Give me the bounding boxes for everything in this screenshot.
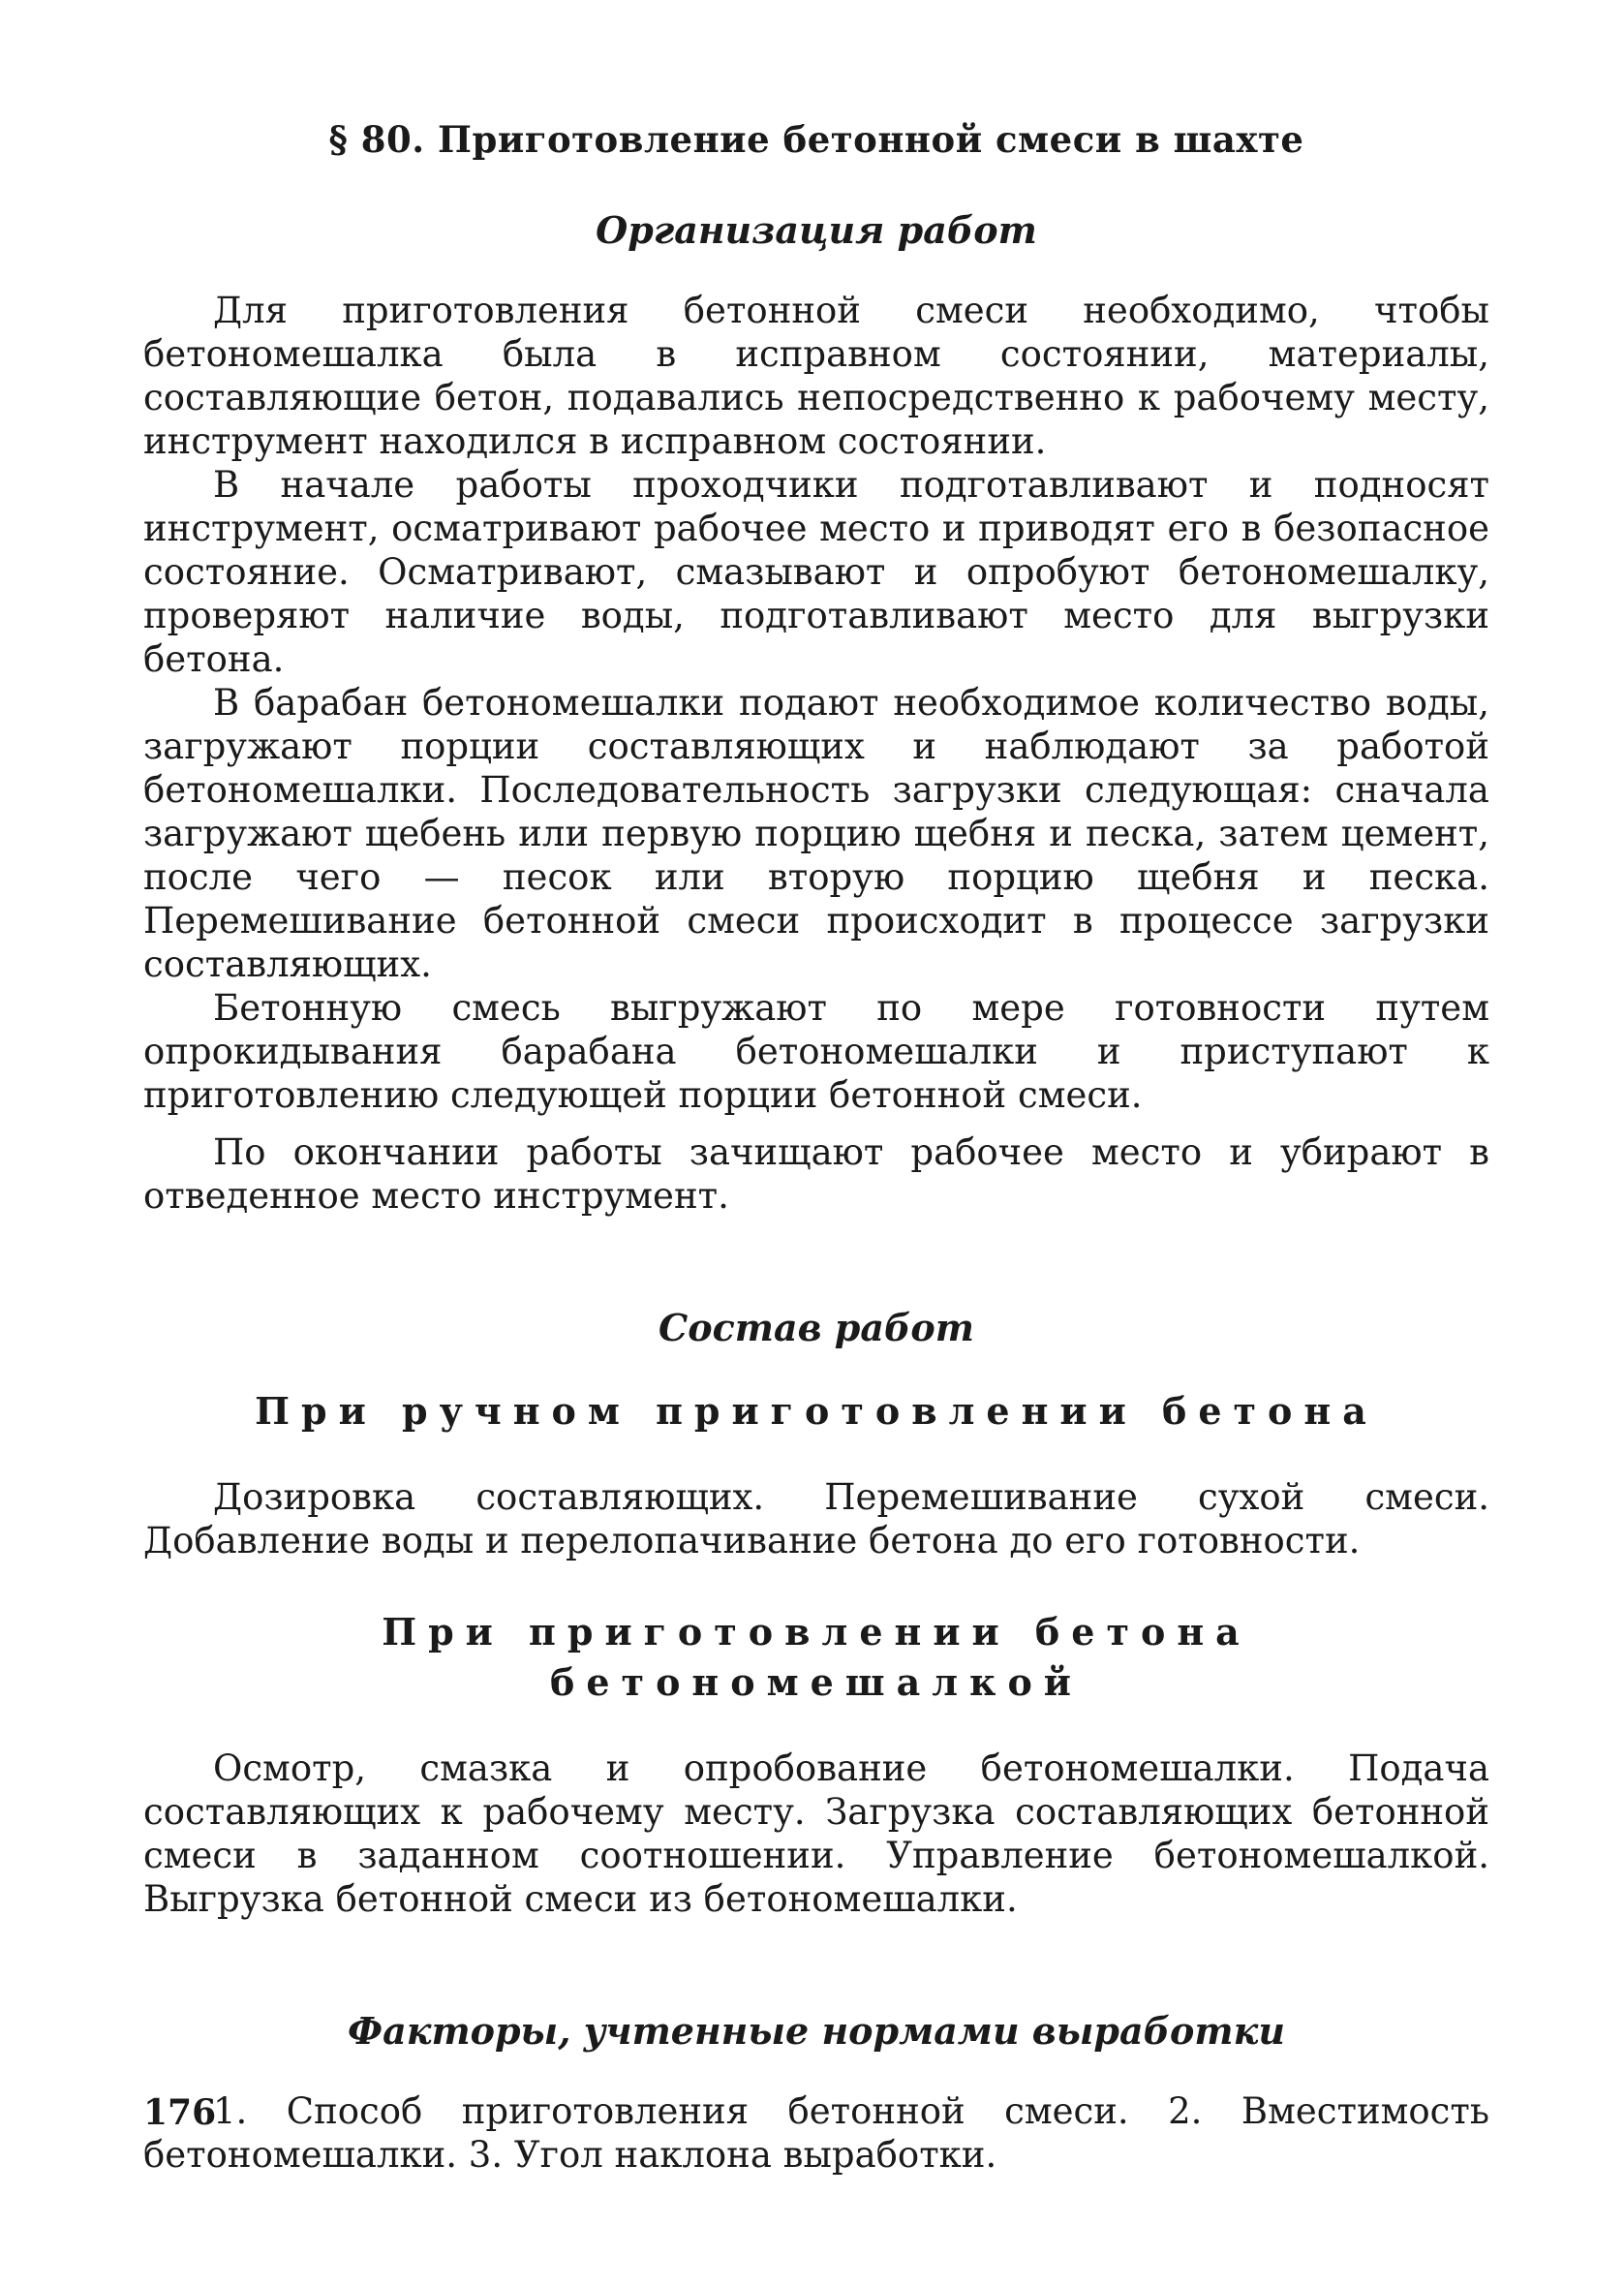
composition-heading: Состав работ [659,1306,974,1349]
organization-heading: Организация работ [596,208,1037,252]
factors-text: 1. Способ приготовления бетонной смеси. 2. Вместимость бетономешалки. 3. Угол наклона выработки. [143,2090,1489,2176]
section-title: § 80. Приготовление бетонной смеси в шахте [328,118,1304,161]
organization-paragraph: По окончании работы зачищают рабочее место и убирают в отведенное место инструмент. [143,1131,1489,1217]
mixer-prep-text: Осмотр, смазка и опробование бетономешалки. Подача составляющих к рабочему месту. Загрузка составляющих бетонной смеси в заданном соотношении. Управление бетономешалкой. Выгрузка бетонной смеси из бетономешалки. [143,1747,1489,1920]
organization-paragraph: Для приготовления бетонной смеси необходимо, чтобы бетономешалка была в исправном состоянии, материалы, составляющие бетон, подавались непосредственно к рабочему месту, инструмент находился в исправном состоянии. [143,290,1489,462]
page-number: 176 [143,2092,217,2133]
manual-prep-heading: При ручном приготовлении бетона [255,1389,1378,1433]
mixer-prep-heading: При приготовлении бетона бетономешалкой [382,1610,1251,1704]
organization-paragraph: В барабан бетономешалки подают необходимое количество воды, загружают порции составляющих и наблюдают за работой бетономешалки. Последовательность загрузки следующая: сначала загружают щебень или первую порцию щебня и песка, затем цемент, после чего — песок или вторую порцию щебня и песка. Перемешивание бетонной смеси происходит в процессе загрузки составляющих. [143,682,1489,985]
manual-prep-text: Дозировка составляющих. Перемешивание сухой смеси. Добавление воды и перелопачивание бетона до его готовности. [143,1476,1489,1561]
document-page [143,114,1489,2177]
organization-paragraph: Бетонную смесь выгружают по мере готовности путем опрокидывания барабана бетономешалки и приступают к приготовлению следующей порции бетонной смеси. [143,987,1489,1116]
organization-paragraph: В начале работы проходчики подготавливают и подносят инструмент, осматривают рабочее место и приводят его в безопасное состояние. Осматривают, смазывают и опробуют бетономешалку, проверяют наличие воды, подготавливают место для выгрузки бетона. [143,464,1489,680]
factors-heading: Факторы, учтенные нормами выработки [348,2009,1285,2053]
